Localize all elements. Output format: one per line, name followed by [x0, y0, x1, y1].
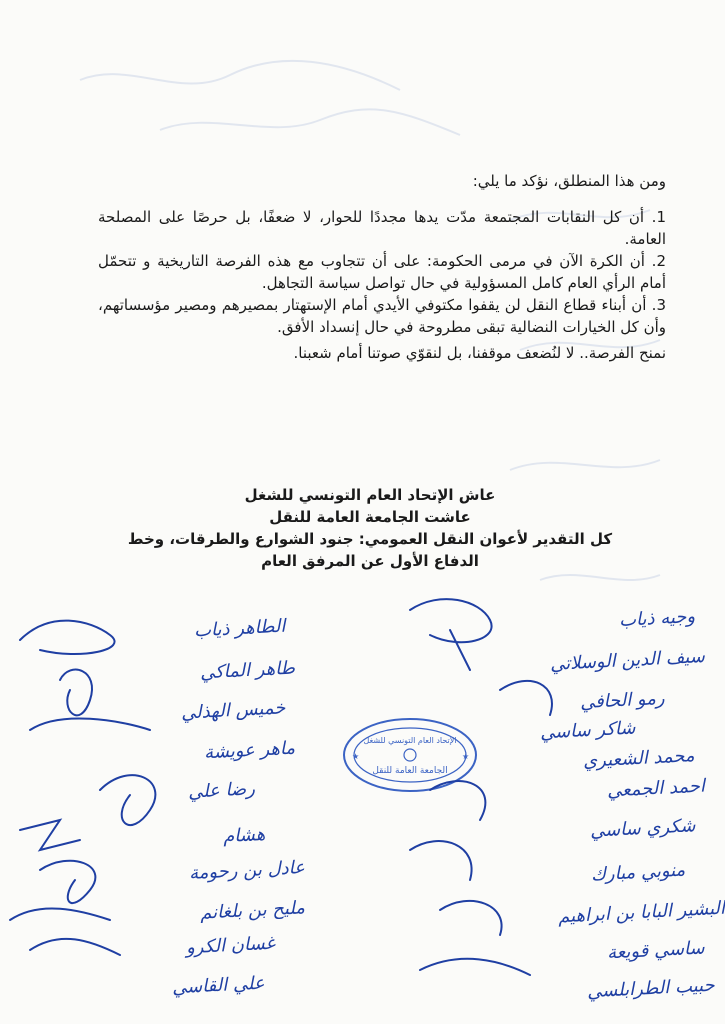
- signature: سيف الدين الوسلاتي: [549, 645, 706, 676]
- slogan-ugtt: عاش الإتحاد العام التونسي للشغل: [244, 486, 496, 504]
- signature: غسان الكرو: [185, 932, 276, 959]
- point-text: أن أبناء قطاع النقل لن يقفوا مكتوفي الأيدي أمام الإستهتار بمصيرهم ومصير مؤسساتهم، وأن كل الخيارات النضالية تبقى مطروحة في حال إنسداد الأفق.: [98, 296, 666, 336]
- signature: ماهر عويشة: [203, 737, 296, 764]
- point-text: أن الكرة الآن في مرمى الحكومة: على أن تتجاوب مع هذه الفرصة التاريخية و تتحمّل أمام الرأي العام كامل المسؤولية في حال تواصل سياسة التجاهل.: [98, 252, 666, 292]
- closing-line: نمنح الفرصة.. لا لنُضعف موقفنا، بل لنقوّي صوتنا أمام شعبنا.: [293, 344, 666, 362]
- signature: خميس الهذلي: [180, 697, 286, 724]
- slogan-tribute: كل التقدير لأعوان النقل العمومي: جنود الشوارع والطرقات، وخط الدفاع الأول عن المرفق العام: [127, 530, 613, 570]
- intro-line: ومن هذا المنطلق، نؤكد ما يلي:: [472, 172, 666, 190]
- point-number: 2.: [651, 252, 666, 270]
- point-1: [98, 206, 666, 250]
- signature: شكري ساسي: [589, 815, 696, 842]
- signature: ساسي قويعة: [606, 937, 706, 964]
- point-number: 3.: [651, 296, 666, 314]
- point-2: [98, 250, 666, 294]
- svg-text:★: ★: [462, 752, 470, 761]
- signature-area: [0, 590, 725, 1020]
- signature: البشير البابا بن ابراهيم: [557, 897, 725, 928]
- signature: محمد الشعيري: [583, 745, 696, 772]
- signature: احمد الجمعي: [606, 775, 706, 802]
- svg-text:الإتحاد العام التونسي للشغل: الإتحاد العام التونسي للشغل: [363, 736, 457, 745]
- signature: هشام: [222, 823, 266, 848]
- signature: علي القاسي: [171, 972, 266, 999]
- signature: شاكر ساسي: [539, 717, 636, 744]
- signature: منوبي مبارك: [590, 859, 686, 886]
- slogan-federation: عاشت الجامعة العامة للنقل: [269, 508, 471, 526]
- svg-text:الجامعة العامة للنقل: الجامعة العامة للنقل: [372, 766, 448, 776]
- point-text: أن كل النقابات المجتمعة مدّت يدها مجددًا للحوار، لا ضعفًا، بل حرصًا على المصلحة العامة.: [98, 208, 666, 248]
- signature: حبيب الطرابلسي: [586, 974, 716, 1003]
- signature: طاهر الماكي: [199, 657, 296, 684]
- signature-scribbles: [0, 590, 725, 1020]
- signature: وجيه ذياب: [618, 606, 696, 631]
- signature: رضا علي: [187, 778, 256, 803]
- svg-text:★: ★: [352, 752, 360, 761]
- statement-body: [98, 170, 666, 364]
- signature: رمو الحافي: [579, 687, 666, 714]
- signature: عادل بن رحومة: [188, 856, 306, 885]
- signature: مليح بن بلغانم: [199, 897, 306, 924]
- point-number: 1.: [651, 208, 666, 226]
- signature: الطاهر ذياب: [193, 615, 286, 642]
- slogans: [120, 484, 620, 572]
- point-3: [98, 294, 666, 338]
